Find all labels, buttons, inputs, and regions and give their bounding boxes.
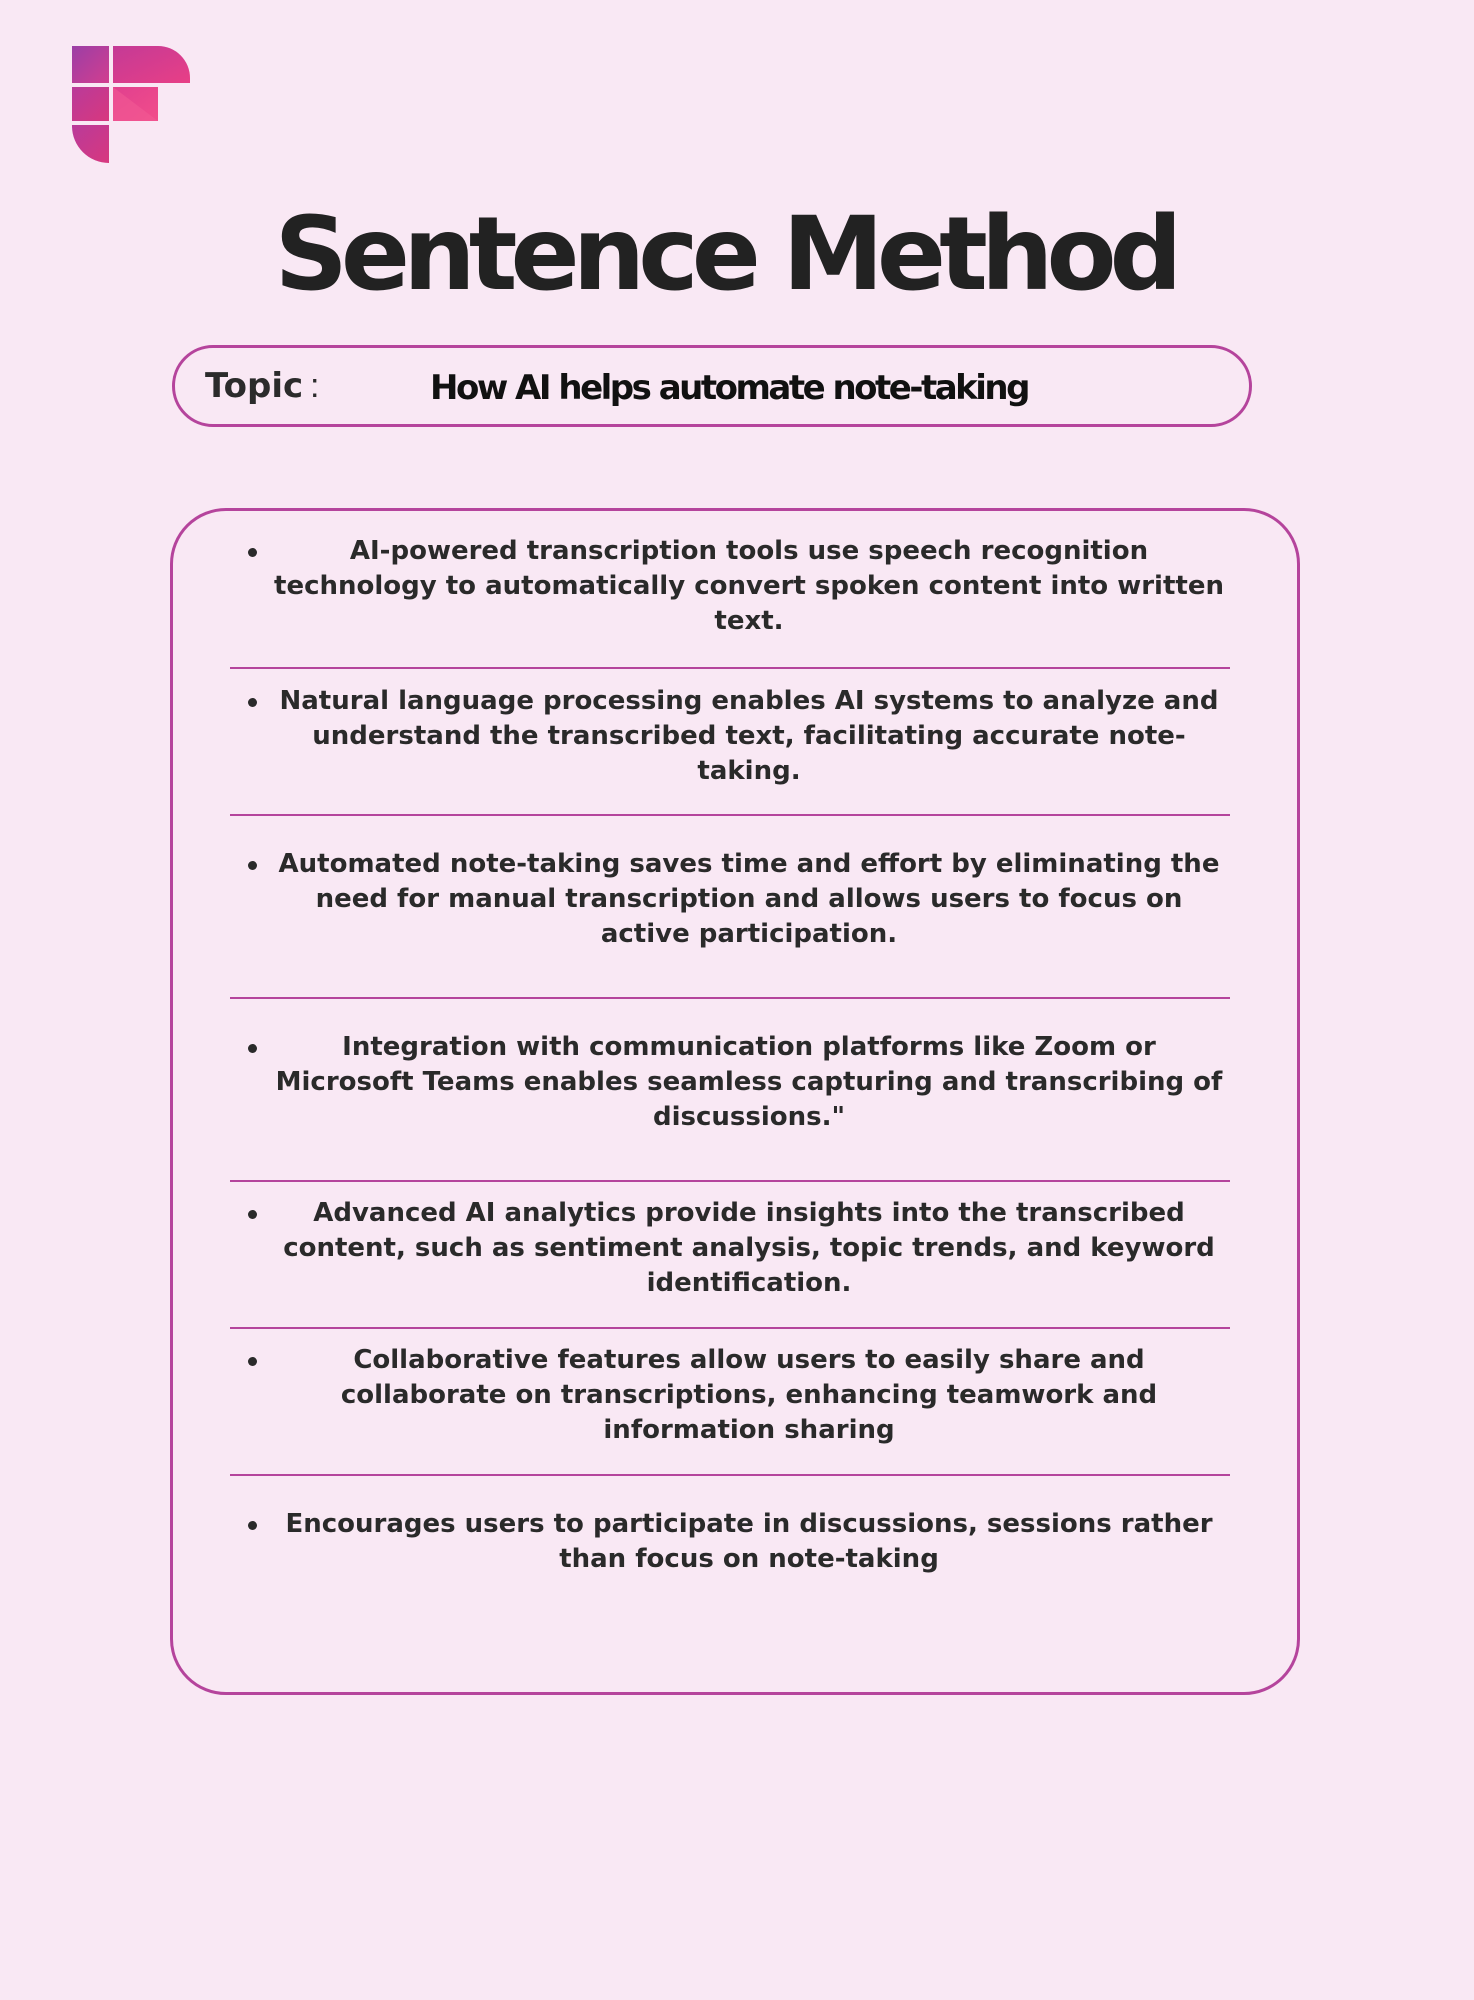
divider bbox=[230, 667, 1230, 669]
bullet-icon bbox=[248, 1521, 257, 1530]
topic-box bbox=[172, 345, 1252, 427]
bullet-icon bbox=[248, 1044, 257, 1053]
topic-value: How AI helps automate note-taking bbox=[430, 368, 1028, 408]
list-item-text: Natural language processing enables AI systems to analyze and understand the transcribed text, facilitating accurate note-taking. bbox=[230, 684, 1230, 789]
list-item-text: AI-powered transcription tools use speech recognition technology to automatically convert spoken content into written text. bbox=[230, 534, 1230, 639]
divider bbox=[230, 814, 1230, 816]
list-item-text: Encourages users to participate in discussions, sessions rather than focus on note-taking bbox=[230, 1507, 1230, 1577]
divider bbox=[230, 1327, 1230, 1329]
points-card bbox=[170, 508, 1300, 1695]
list-item bbox=[230, 535, 1230, 636]
divider bbox=[230, 1474, 1230, 1476]
list-item-text: Integration with communication platforms like Zoom or Microsoft Teams enables seamless capturing and transcribing of discussions." bbox=[230, 1030, 1230, 1135]
topic-label: Topic bbox=[205, 366, 304, 406]
list-item bbox=[230, 1197, 1230, 1298]
bullet-icon bbox=[248, 861, 257, 870]
list-item bbox=[230, 1030, 1230, 1135]
bullet-icon bbox=[248, 698, 257, 707]
list-item bbox=[230, 1507, 1230, 1577]
page-title: Sentence Method bbox=[274, 195, 1176, 314]
divider bbox=[230, 1180, 1230, 1182]
list-item bbox=[230, 685, 1230, 786]
bullet-icon bbox=[248, 1357, 257, 1366]
topic-colon: : bbox=[310, 367, 320, 405]
bullet-icon bbox=[248, 1210, 257, 1219]
list-item bbox=[230, 847, 1230, 952]
list-item-text: Automated note-taking saves time and effort by eliminating the need for manual transcription and allows users to focus on active participation. bbox=[230, 847, 1230, 952]
list-item-text: Collaborative features allow users to easily share and collaborate on transcriptions, enhancing teamwork and information sharing bbox=[230, 1343, 1230, 1448]
list-item-text: Advanced AI analytics provide insights into the transcribed content, such as sentiment analysis, topic trends, and keyword identification. bbox=[230, 1196, 1230, 1301]
divider bbox=[230, 997, 1230, 999]
bullet-icon bbox=[248, 548, 257, 557]
list-item bbox=[230, 1344, 1230, 1445]
brand-logo-icon bbox=[72, 46, 192, 164]
